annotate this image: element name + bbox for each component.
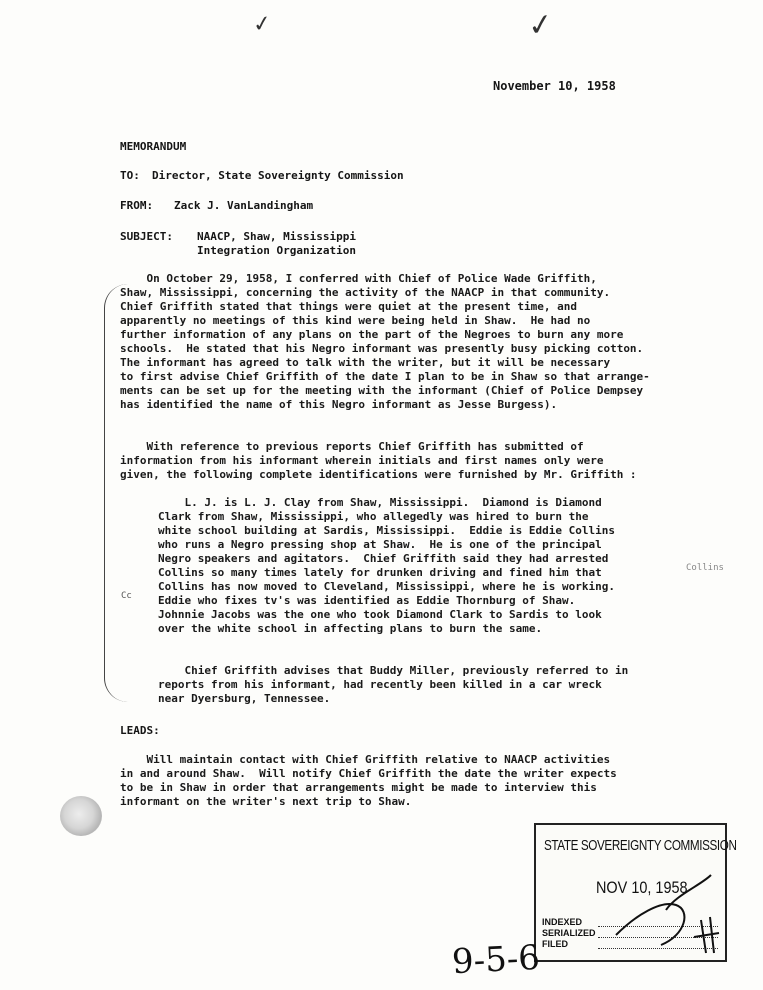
text-line: Eddie who fixes tv's was identified as Eddie Thornburg of Shaw. [158, 594, 576, 607]
text-line: apparently no meetings of this kind were being held in Shaw. He had no [120, 314, 591, 327]
memo-date: November 10, 1958 [493, 79, 616, 93]
stamp-date: NOV 10, 1958 [596, 878, 688, 897]
text-line: Negro speakers and agitators. Chief Griffith said they had arrested [158, 552, 609, 565]
text-line: near Dyersburg, Tennessee. [158, 692, 331, 705]
text-line: schools. He stated that his Negro informant was presently busy picking cotton. [120, 342, 644, 355]
text-line: ments can be set up for the meeting with the informant (Chief of Police Dempsey [120, 384, 644, 397]
text-line: given, the following complete identifications were furnished by Mr. Griffith : [120, 468, 637, 481]
text-line: L. J. is L. J. Clay from Shaw, Mississippi. Diamond is Diamond [158, 496, 602, 509]
stamp-row-serialized: SERIALIZED [542, 928, 596, 938]
text-line: reports from his informant, had recently been killed in a car wreck [158, 678, 602, 691]
handwritten-file-number: 9-5-6 [451, 937, 541, 983]
text-line: who runs a Negro pressing shop at Shaw. He is one of the principal [158, 538, 602, 551]
text-line: Will maintain contact with Chief Griffith relative to NAACP activities [120, 753, 611, 766]
text-line: Chief Griffith advises that Buddy Miller, previously referred to in [158, 664, 629, 677]
from-value: Zack J. VanLandingham [174, 199, 314, 212]
margin-note-right: Collins [686, 563, 724, 573]
text-line: Shaw, Mississippi, concerning the activity of the NAACP in that community. [120, 286, 611, 299]
text-line: to be in Shaw in order that arrangements might be made to interview this [120, 781, 597, 794]
text-line: Clark from Shaw, Mississippi, who allegedly was hired to burn the [158, 510, 589, 523]
text-line: in and around Shaw. Will notify Chief Griffith the date the writer expects [120, 767, 617, 780]
text-line: informant on the writer's next trip to Shaw. [120, 795, 412, 808]
text-line: white school building at Sardis, Mississippi. Eddie is Eddie Collins [158, 524, 615, 537]
text-line: On October 29, 1958, I conferred with Chief of Police Wade Griffith, [120, 272, 597, 285]
punch-hole [60, 796, 102, 836]
text-line: Collins has now moved to Cleveland, Mississippi, where he is working. [158, 580, 615, 593]
text-line: over the white school in affecting plans to burn the same. [158, 622, 543, 635]
leads-label: LEADS: [120, 724, 160, 737]
stamp-signature [606, 865, 721, 957]
check-mark-left: ✓ [251, 10, 274, 39]
subject-label: SUBJECT: [120, 230, 173, 243]
to-value: Director, State Sovereignty Commission [152, 169, 404, 182]
subject-line-2: Integration Organization [197, 244, 356, 257]
text-line: The informant has agreed to talk with the writer, but it will be necessary [120, 356, 611, 369]
text-line: Johnnie Jacobs was the one who took Diamond Clark to Sardis to look [158, 608, 602, 621]
text-line: to first advise Chief Griffith of the date I plan to be in Shaw so that arrange- [120, 370, 650, 383]
check-mark-right: ✓ [525, 6, 556, 45]
margin-note-left: Cc [121, 591, 132, 601]
stamp-row-filed: FILED [542, 939, 568, 949]
text-line: Chief Griffith stated that things were quiet at the present time, and [120, 300, 577, 313]
stamp-row-indexed: INDEXED [542, 917, 583, 927]
to-label: TO: [120, 169, 140, 182]
memo-label: MEMORANDUM [120, 140, 187, 153]
stamp-title: STATE SOVEREIGNTY COMMISSION [544, 837, 737, 854]
text-line: has identified the name of this Negro informant as Jesse Burgess). [120, 398, 558, 411]
from-label: FROM: [120, 199, 154, 212]
text-line: information from his informant wherein initials and first names only were [120, 454, 604, 467]
commission-stamp [534, 823, 737, 962]
text-line: further information of any plans on the part of the Negroes to burn any more [120, 328, 624, 341]
subject-line-1: NAACP, Shaw, Mississippi [197, 230, 356, 243]
text-line: Collins so many times lately for drunken driving and fined him that [158, 566, 602, 579]
text-line: With reference to previous reports Chief Griffith has submitted of [120, 440, 584, 453]
